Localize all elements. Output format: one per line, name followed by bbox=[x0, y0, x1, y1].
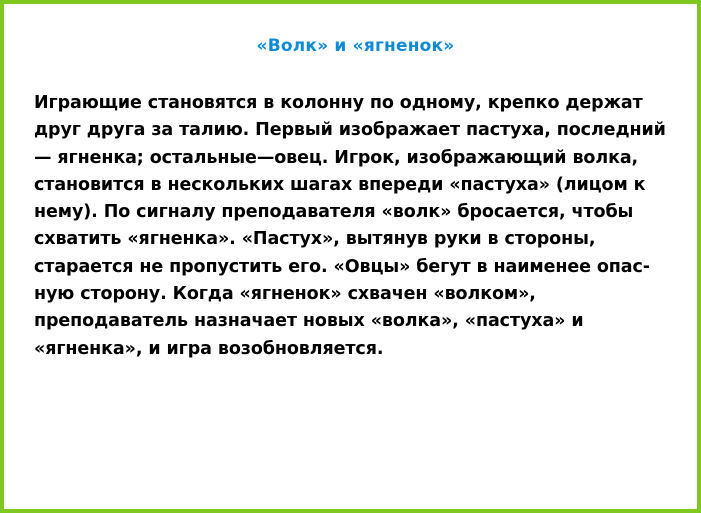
page-title: «Волк» и «ягненок» bbox=[256, 36, 455, 56]
body-paragraph bbox=[34, 90, 667, 363]
slide-content bbox=[4, 4, 697, 509]
body-paragraph-text: Играющие становятся в колонну по одному, крепко держат друг друга за талию. Первый изображает пастуха, последний — ягненка; остальные—овец. Игрок, изображающий волка, становится в нескольких шагах впереди «пастуха» (лицом к нему). По сигналу преподавателя «волк» бросается, чтобы схватить «ягненка». «Пастух», вытянув руки в стороны, старается не пропустить его. «Овцы» бегут в наименее опас-ную сторону. Когда «ягненок» схвачен «волком», преподаватель назначает новых «волка», «пастуха» и «ягненка», и игра возобновляется. bbox=[34, 93, 666, 359]
